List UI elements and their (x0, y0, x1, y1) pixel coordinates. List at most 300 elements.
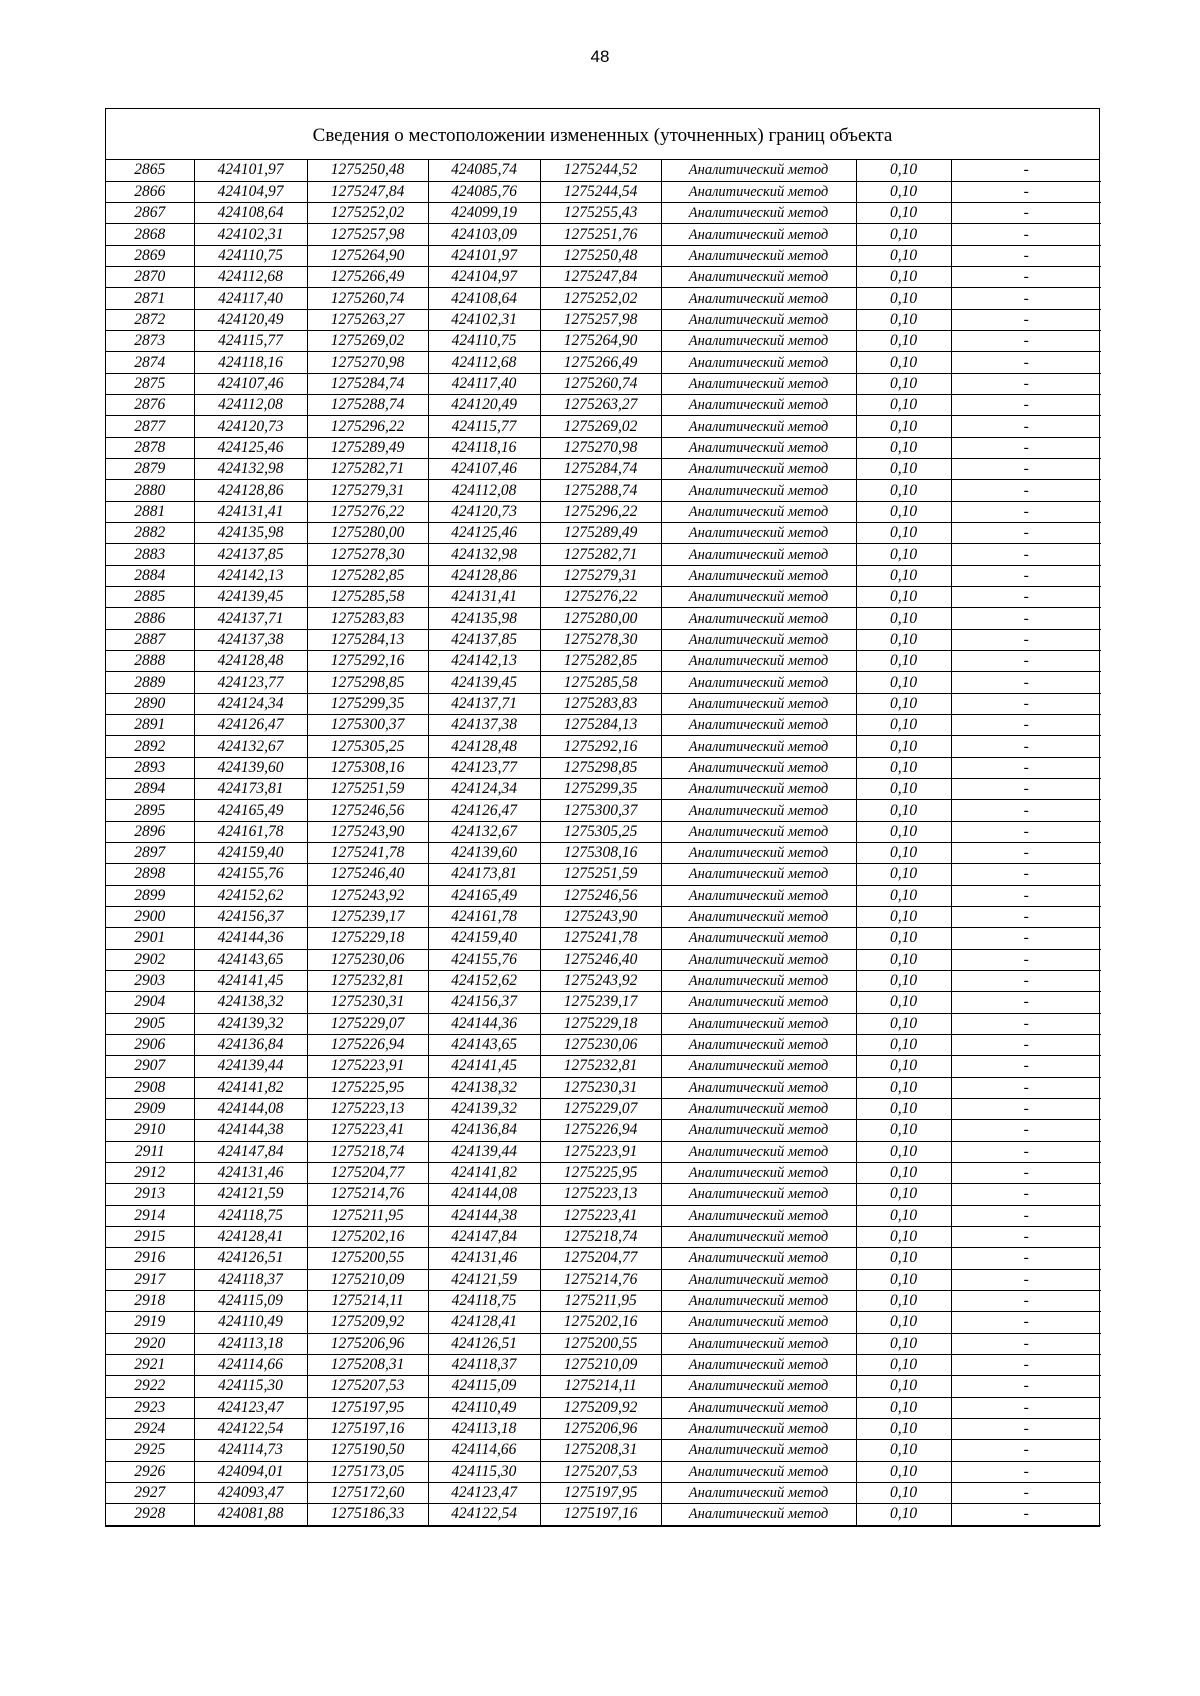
cell-y-old: 1275292,16 (540, 736, 661, 757)
cell-y-old: 1275197,95 (540, 1482, 661, 1503)
cell-y-old: 1275264,90 (540, 331, 661, 352)
table-row (106, 1248, 1101, 1269)
cell-x-new: 424107,46 (194, 373, 307, 394)
cell-point-number: 2908 (106, 1077, 194, 1098)
cell-y-old: 1275300,37 (540, 800, 661, 821)
cell-y-old: 1275218,74 (540, 1226, 661, 1247)
cell-x-old: 424141,45 (428, 1056, 540, 1077)
cell-accuracy: 0,10 (856, 1056, 951, 1077)
cell-x-new: 424135,98 (194, 523, 307, 544)
cell-x-new: 424139,32 (194, 1013, 307, 1034)
cell-point-number: 2909 (106, 1098, 194, 1119)
cell-y-new: 1275251,59 (307, 779, 428, 800)
cell-accuracy: 0,10 (856, 1248, 951, 1269)
cell-x-old: 424161,78 (428, 906, 540, 927)
cell-x-new: 424094,01 (194, 1461, 307, 1482)
cell-note: - (951, 1440, 1101, 1461)
cell-y-old: 1275251,76 (540, 224, 661, 245)
cell-method: Аналитический метод (661, 800, 856, 821)
cell-y-old: 1275241,78 (540, 928, 661, 949)
table-row (106, 949, 1101, 970)
cell-x-new: 424115,77 (194, 331, 307, 352)
cell-accuracy: 0,10 (856, 1354, 951, 1375)
cell-x-old: 424110,75 (428, 331, 540, 352)
cell-y-old: 1275284,13 (540, 715, 661, 736)
cell-method: Аналитический метод (661, 1269, 856, 1290)
cell-accuracy: 0,10 (856, 1504, 951, 1525)
cell-y-old: 1275225,95 (540, 1162, 661, 1183)
table-row (106, 885, 1101, 906)
cell-note: - (951, 309, 1101, 330)
cell-x-new: 424137,38 (194, 629, 307, 650)
cell-y-new: 1275230,31 (307, 992, 428, 1013)
cell-x-old: 424137,38 (428, 715, 540, 736)
cell-point-number: 2926 (106, 1461, 194, 1482)
cell-y-old: 1275266,49 (540, 352, 661, 373)
cell-x-new: 424123,47 (194, 1397, 307, 1418)
table-row (106, 523, 1101, 544)
cell-x-new: 424117,40 (194, 288, 307, 309)
cell-accuracy: 0,10 (856, 245, 951, 266)
cell-x-old: 424113,18 (428, 1418, 540, 1439)
cell-note: - (951, 1013, 1101, 1034)
cell-point-number: 2920 (106, 1333, 194, 1354)
cell-accuracy: 0,10 (856, 821, 951, 842)
cell-note: - (951, 459, 1101, 480)
cell-method: Аналитический метод (661, 629, 856, 650)
cell-note: - (951, 1248, 1101, 1269)
cell-y-new: 1275226,94 (307, 1034, 428, 1055)
cell-note: - (951, 160, 1101, 181)
cell-accuracy: 0,10 (856, 949, 951, 970)
cell-method: Аналитический метод (661, 1162, 856, 1183)
cell-point-number: 2923 (106, 1397, 194, 1418)
cell-point-number: 2879 (106, 459, 194, 480)
cell-x-old: 424125,46 (428, 523, 540, 544)
cell-point-number: 2865 (106, 160, 194, 181)
cell-accuracy: 0,10 (856, 587, 951, 608)
cell-note: - (951, 1418, 1101, 1439)
table-row (106, 1461, 1101, 1482)
cell-point-number: 2922 (106, 1376, 194, 1397)
cell-y-old: 1275283,83 (540, 693, 661, 714)
table-row (106, 1013, 1101, 1034)
cell-x-new: 424137,85 (194, 544, 307, 565)
cell-x-new: 424139,45 (194, 587, 307, 608)
cell-accuracy: 0,10 (856, 459, 951, 480)
cell-x-new: 424139,44 (194, 1056, 307, 1077)
cell-point-number: 2907 (106, 1056, 194, 1077)
cell-y-new: 1275223,91 (307, 1056, 428, 1077)
cell-accuracy: 0,10 (856, 1376, 951, 1397)
cell-point-number: 2915 (106, 1226, 194, 1247)
cell-y-old: 1275244,52 (540, 160, 661, 181)
cell-y-new: 1275283,83 (307, 608, 428, 629)
cell-note: - (951, 501, 1101, 522)
cell-point-number: 2894 (106, 779, 194, 800)
cell-y-new: 1275241,78 (307, 843, 428, 864)
cell-y-new: 1275288,74 (307, 395, 428, 416)
cell-y-new: 1275257,98 (307, 224, 428, 245)
cell-note: - (951, 267, 1101, 288)
cell-note: - (951, 544, 1101, 565)
cell-y-old: 1275244,54 (540, 181, 661, 202)
cell-method: Аналитический метод (661, 970, 856, 991)
cell-y-old: 1275243,92 (540, 970, 661, 991)
cell-method: Аналитический метод (661, 906, 856, 927)
table-row (106, 843, 1101, 864)
page-number: 48 (590, 47, 610, 66)
cell-method: Аналитический метод (661, 565, 856, 586)
cell-x-new: 424155,76 (194, 864, 307, 885)
cell-point-number: 2914 (106, 1205, 194, 1226)
table-row (106, 437, 1101, 458)
cell-accuracy: 0,10 (856, 160, 951, 181)
cell-y-new: 1275230,06 (307, 949, 428, 970)
cell-y-new: 1275243,92 (307, 885, 428, 906)
cell-x-old: 424114,66 (428, 1440, 540, 1461)
cell-point-number: 2921 (106, 1354, 194, 1375)
cell-point-number: 2900 (106, 906, 194, 927)
cell-y-old: 1275214,11 (540, 1376, 661, 1397)
cell-y-new: 1275210,09 (307, 1269, 428, 1290)
cell-x-old: 424122,54 (428, 1504, 540, 1525)
cell-method: Аналитический метод (661, 1120, 856, 1141)
coordinates-table (105, 108, 1100, 1527)
table-row (106, 395, 1101, 416)
cell-method: Аналитический метод (661, 992, 856, 1013)
cell-method: Аналитический метод (661, 672, 856, 693)
cell-x-new: 424144,36 (194, 928, 307, 949)
cell-y-old: 1275250,48 (540, 245, 661, 266)
cell-x-old: 424128,41 (428, 1312, 540, 1333)
cell-method: Аналитический метод (661, 736, 856, 757)
cell-method: Аналитический метод (661, 224, 856, 245)
table-row (106, 459, 1101, 480)
cell-note: - (951, 1269, 1101, 1290)
cell-y-new: 1275197,16 (307, 1418, 428, 1439)
cell-x-old: 424126,47 (428, 800, 540, 821)
cell-point-number: 2869 (106, 245, 194, 266)
cell-method: Аналитический метод (661, 160, 856, 181)
cell-accuracy: 0,10 (856, 373, 951, 394)
cell-point-number: 2893 (106, 757, 194, 778)
cell-note: - (951, 1290, 1101, 1311)
cell-point-number: 2882 (106, 523, 194, 544)
cell-x-old: 424118,16 (428, 437, 540, 458)
cell-accuracy: 0,10 (856, 1184, 951, 1205)
table-row (106, 181, 1101, 202)
cell-point-number: 2875 (106, 373, 194, 394)
cell-note: - (951, 949, 1101, 970)
cell-y-new: 1275296,22 (307, 416, 428, 437)
cell-y-old: 1275284,74 (540, 459, 661, 480)
cell-method: Аналитический метод (661, 1205, 856, 1226)
cell-y-old: 1275211,95 (540, 1290, 661, 1311)
cell-y-new: 1275172,60 (307, 1482, 428, 1503)
table-row (106, 267, 1101, 288)
table-row (106, 1418, 1101, 1439)
cell-x-old: 424120,49 (428, 395, 540, 416)
cell-x-new: 424120,49 (194, 309, 307, 330)
cell-accuracy: 0,10 (856, 651, 951, 672)
table-row (106, 1162, 1101, 1183)
cell-x-old: 424144,38 (428, 1205, 540, 1226)
cell-point-number: 2906 (106, 1034, 194, 1055)
cell-method: Аналитический метод (661, 501, 856, 522)
cell-y-new: 1275214,11 (307, 1290, 428, 1311)
cell-y-new: 1275260,74 (307, 288, 428, 309)
cell-x-old: 424115,77 (428, 416, 540, 437)
cell-accuracy: 0,10 (856, 715, 951, 736)
table-row (106, 1120, 1101, 1141)
cell-x-new: 424113,18 (194, 1333, 307, 1354)
cell-y-new: 1275229,07 (307, 1013, 428, 1034)
cell-y-new: 1275206,96 (307, 1333, 428, 1354)
cell-accuracy: 0,10 (856, 1205, 951, 1226)
cell-y-new: 1275284,74 (307, 373, 428, 394)
cell-point-number: 2910 (106, 1120, 194, 1141)
cell-point-number: 2918 (106, 1290, 194, 1311)
table-row (106, 1098, 1101, 1119)
cell-method: Аналитический метод (661, 181, 856, 202)
cell-x-old: 424152,62 (428, 970, 540, 991)
coordinates-grid (106, 160, 1101, 1526)
cell-accuracy: 0,10 (856, 885, 951, 906)
cell-point-number: 2898 (106, 864, 194, 885)
cell-y-new: 1275299,35 (307, 693, 428, 714)
table-row (106, 245, 1101, 266)
cell-x-new: 424141,82 (194, 1077, 307, 1098)
cell-method: Аналитический метод (661, 331, 856, 352)
table-row (106, 1077, 1101, 1098)
cell-point-number: 2924 (106, 1418, 194, 1439)
cell-accuracy: 0,10 (856, 480, 951, 501)
table-row (106, 1226, 1101, 1247)
cell-method: Аналитический метод (661, 715, 856, 736)
cell-point-number: 2868 (106, 224, 194, 245)
cell-y-new: 1275246,40 (307, 864, 428, 885)
table-row (106, 565, 1101, 586)
cell-y-new: 1275282,85 (307, 565, 428, 586)
cell-x-old: 424117,40 (428, 373, 540, 394)
table-row (106, 288, 1101, 309)
cell-y-old: 1275280,00 (540, 608, 661, 629)
table-row (106, 629, 1101, 650)
cell-y-old: 1275269,02 (540, 416, 661, 437)
cell-accuracy: 0,10 (856, 1269, 951, 1290)
cell-y-old: 1275230,31 (540, 1077, 661, 1098)
cell-x-old: 424107,46 (428, 459, 540, 480)
cell-x-new: 424114,73 (194, 1440, 307, 1461)
cell-x-new: 424108,64 (194, 203, 307, 224)
cell-method: Аналитический метод (661, 245, 856, 266)
cell-y-new: 1275223,41 (307, 1120, 428, 1141)
cell-x-old: 424115,30 (428, 1461, 540, 1482)
cell-point-number: 2891 (106, 715, 194, 736)
cell-method: Аналитический метод (661, 1354, 856, 1375)
cell-accuracy: 0,10 (856, 544, 951, 565)
cell-point-number: 2883 (106, 544, 194, 565)
cell-x-new: 424115,09 (194, 1290, 307, 1311)
cell-note: - (951, 395, 1101, 416)
cell-accuracy: 0,10 (856, 906, 951, 927)
cell-y-new: 1275263,27 (307, 309, 428, 330)
cell-x-old: 424101,97 (428, 245, 540, 266)
cell-y-old: 1275230,06 (540, 1034, 661, 1055)
cell-accuracy: 0,10 (856, 1162, 951, 1183)
cell-y-new: 1275202,16 (307, 1226, 428, 1247)
cell-x-new: 424132,67 (194, 736, 307, 757)
cell-method: Аналитический метод (661, 843, 856, 864)
cell-note: - (951, 821, 1101, 842)
cell-method: Аналитический метод (661, 1098, 856, 1119)
cell-y-new: 1275308,16 (307, 757, 428, 778)
cell-x-new: 424110,49 (194, 1312, 307, 1333)
cell-point-number: 2890 (106, 693, 194, 714)
cell-y-old: 1275251,59 (540, 864, 661, 885)
cell-x-new: 424122,54 (194, 1418, 307, 1439)
cell-note: - (951, 587, 1101, 608)
cell-x-new: 424093,47 (194, 1482, 307, 1503)
cell-x-new: 424118,16 (194, 352, 307, 373)
cell-x-new: 424115,30 (194, 1376, 307, 1397)
cell-note: - (951, 736, 1101, 757)
cell-y-new: 1275197,95 (307, 1397, 428, 1418)
cell-point-number: 2867 (106, 203, 194, 224)
cell-method: Аналитический метод (661, 1397, 856, 1418)
cell-x-old: 424128,86 (428, 565, 540, 586)
cell-y-new: 1275252,02 (307, 203, 428, 224)
cell-x-new: 424165,49 (194, 800, 307, 821)
cell-point-number: 2902 (106, 949, 194, 970)
table-row (106, 970, 1101, 991)
cell-note: - (951, 1333, 1101, 1354)
table-row (106, 224, 1101, 245)
cell-point-number: 2913 (106, 1184, 194, 1205)
table-row (106, 331, 1101, 352)
table-row (106, 693, 1101, 714)
cell-note: - (951, 1226, 1101, 1247)
cell-y-new: 1275264,90 (307, 245, 428, 266)
cell-method: Аналитический метод (661, 651, 856, 672)
cell-y-new: 1275278,30 (307, 544, 428, 565)
cell-accuracy: 0,10 (856, 203, 951, 224)
cell-x-new: 424137,71 (194, 608, 307, 629)
cell-accuracy: 0,10 (856, 1226, 951, 1247)
cell-note: - (951, 629, 1101, 650)
cell-x-old: 424128,48 (428, 736, 540, 757)
cell-x-new: 424156,37 (194, 906, 307, 927)
cell-method: Аналитический метод (661, 352, 856, 373)
cell-accuracy: 0,10 (856, 736, 951, 757)
cell-x-new: 424128,48 (194, 651, 307, 672)
cell-x-new: 424104,97 (194, 181, 307, 202)
cell-y-old: 1275232,81 (540, 1056, 661, 1077)
cell-x-new: 424139,60 (194, 757, 307, 778)
cell-accuracy: 0,10 (856, 352, 951, 373)
cell-accuracy: 0,10 (856, 1120, 951, 1141)
cell-point-number: 2892 (106, 736, 194, 757)
cell-x-new: 424102,31 (194, 224, 307, 245)
table-row (106, 1312, 1101, 1333)
cell-accuracy: 0,10 (856, 501, 951, 522)
cell-accuracy: 0,10 (856, 672, 951, 693)
cell-x-old: 424139,45 (428, 672, 540, 693)
cell-method: Аналитический метод (661, 373, 856, 394)
cell-x-new: 424144,38 (194, 1120, 307, 1141)
cell-method: Аналитический метод (661, 1376, 856, 1397)
cell-y-old: 1275282,71 (540, 544, 661, 565)
cell-method: Аналитический метод (661, 1226, 856, 1247)
cell-y-old: 1275208,31 (540, 1440, 661, 1461)
table-row (106, 757, 1101, 778)
cell-accuracy: 0,10 (856, 309, 951, 330)
cell-note: - (951, 608, 1101, 629)
cell-x-old: 424121,59 (428, 1269, 540, 1290)
cell-y-old: 1275223,91 (540, 1141, 661, 1162)
cell-x-old: 424120,73 (428, 501, 540, 522)
cell-note: - (951, 1461, 1101, 1482)
cell-note: - (951, 715, 1101, 736)
cell-point-number: 2889 (106, 672, 194, 693)
cell-note: - (951, 843, 1101, 864)
cell-x-old: 424136,84 (428, 1120, 540, 1141)
cell-y-old: 1275255,43 (540, 203, 661, 224)
cell-accuracy: 0,10 (856, 1013, 951, 1034)
cell-x-old: 424126,51 (428, 1333, 540, 1354)
cell-y-new: 1275276,22 (307, 501, 428, 522)
cell-y-old: 1275247,84 (540, 267, 661, 288)
cell-accuracy: 0,10 (856, 843, 951, 864)
cell-x-new: 424101,97 (194, 160, 307, 181)
cell-note: - (951, 906, 1101, 927)
cell-accuracy: 0,10 (856, 1312, 951, 1333)
cell-note: - (951, 970, 1101, 991)
table-row (106, 1056, 1101, 1077)
cell-y-old: 1275296,22 (540, 501, 661, 522)
cell-y-old: 1275285,58 (540, 672, 661, 693)
cell-accuracy: 0,10 (856, 970, 951, 991)
cell-y-old: 1275197,16 (540, 1504, 661, 1525)
cell-point-number: 2905 (106, 1013, 194, 1034)
cell-accuracy: 0,10 (856, 1333, 951, 1354)
cell-x-new: 424112,68 (194, 267, 307, 288)
cell-x-old: 424132,98 (428, 544, 540, 565)
cell-method: Аналитический метод (661, 1290, 856, 1311)
cell-note: - (951, 437, 1101, 458)
cell-y-old: 1275226,94 (540, 1120, 661, 1141)
cell-note: - (951, 203, 1101, 224)
table-row (106, 1376, 1101, 1397)
cell-note: - (951, 1141, 1101, 1162)
cell-accuracy: 0,10 (856, 1461, 951, 1482)
cell-method: Аналитический метод (661, 395, 856, 416)
cell-x-old: 424112,08 (428, 480, 540, 501)
table-row (106, 928, 1101, 949)
cell-note: - (951, 1056, 1101, 1077)
table-title: Сведения о местоположении измененных (уточненных) границ объекта (106, 109, 1099, 160)
cell-y-old: 1275229,07 (540, 1098, 661, 1119)
cell-x-old: 424102,31 (428, 309, 540, 330)
cell-x-old: 424085,74 (428, 160, 540, 181)
cell-y-new: 1275200,55 (307, 1248, 428, 1269)
cell-y-new: 1275282,71 (307, 459, 428, 480)
cell-accuracy: 0,10 (856, 1077, 951, 1098)
cell-method: Аналитический метод (661, 203, 856, 224)
cell-accuracy: 0,10 (856, 1397, 951, 1418)
cell-x-new: 424147,84 (194, 1141, 307, 1162)
